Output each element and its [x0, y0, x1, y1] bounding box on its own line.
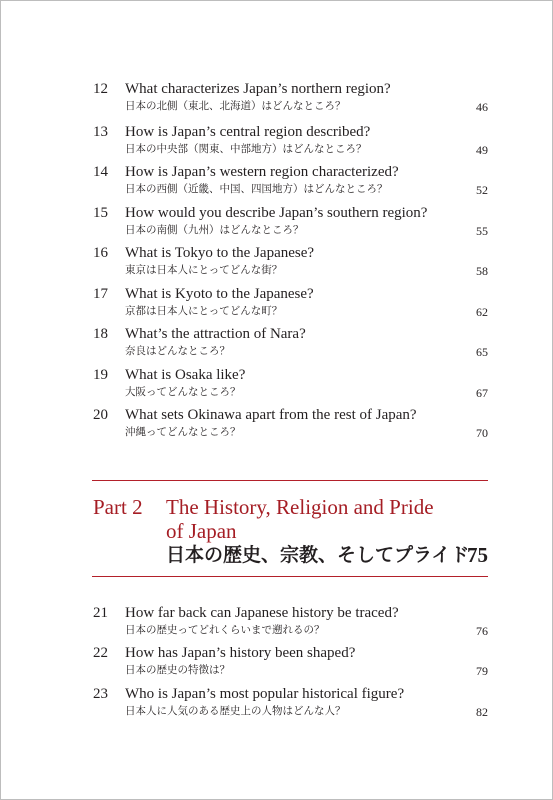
entry-number: 15 — [93, 205, 108, 221]
entry-page-number: 65 — [476, 345, 488, 359]
entry-title: How has Japan’s history been shaped? — [125, 645, 356, 661]
entry-number: 22 — [93, 645, 108, 661]
entry-title: What is Tokyo to the Japanese? — [125, 245, 315, 261]
part-rule-bottom — [92, 576, 488, 577]
entry-title: How is Japan’s central region described? — [125, 124, 371, 140]
entry-page-number: 55 — [476, 224, 488, 238]
entry-subtitle-jp: 日本の南側（九州）はどんなところ？ — [125, 224, 304, 236]
entry-subtitle-jp: 日本の西側（近畿、中国、四国地方）はどんなところ？ — [125, 183, 388, 195]
entry-title: How is Japan’s western region characterized? — [125, 164, 399, 180]
entry-number: 19 — [93, 367, 108, 383]
entry-subtitle-jp: 沖縄ってどんなところ？ — [125, 426, 241, 438]
entry-title: What is Osaka like? — [125, 367, 246, 383]
entry-page-number: 82 — [476, 705, 488, 719]
toc-entry-21[interactable] — [0, 604, 553, 644]
entry-subtitle-jp: 日本の歴史ってどれくらいまで遡れるの？ — [125, 624, 325, 636]
entry-subtitle-jp: 東京は日本人にとってどんな街？ — [125, 264, 283, 276]
entry-number: 18 — [93, 326, 108, 342]
toc-entry-18[interactable] — [0, 325, 553, 365]
toc-entry-13[interactable] — [0, 123, 553, 163]
part-title-continued[interactable]: of Japan — [166, 519, 237, 543]
toc-entry-16[interactable] — [0, 244, 553, 284]
entry-title: What sets Okinawa apart from the rest of Japan? — [125, 407, 417, 423]
entry-title: How far back can Japanese history be traced? — [125, 605, 399, 621]
toc-entry-19[interactable] — [0, 366, 553, 406]
entry-page-number: 70 — [476, 426, 488, 440]
entry-subtitle-jp: 日本の歴史の特徴は？ — [125, 664, 230, 676]
entry-title: What’s the attraction of Nara? — [125, 326, 306, 342]
entry-number: 20 — [93, 407, 108, 423]
part-label: Part 2 — [93, 495, 143, 519]
entry-page-number: 58 — [476, 264, 488, 278]
toc-entry-15[interactable] — [0, 204, 553, 244]
entry-subtitle-jp: 奈良はどんなところ？ — [125, 345, 230, 357]
entry-page-number: 79 — [476, 664, 488, 678]
entry-number: 13 — [93, 124, 108, 140]
entry-number: 14 — [93, 164, 108, 180]
entry-page-number: 52 — [476, 183, 488, 197]
entry-title: What is Kyoto to the Japanese? — [125, 286, 314, 302]
entry-number: 12 — [93, 81, 108, 97]
entry-subtitle-jp: 日本の中央部（関東、中部地方）はどんなところ？ — [125, 143, 367, 155]
entry-number: 23 — [93, 686, 108, 702]
entry-page-number: 46 — [476, 100, 488, 114]
toc-entry-20[interactable] — [0, 406, 553, 446]
entry-title: What characterizes Japan’s northern region? — [125, 81, 391, 97]
entry-number: 17 — [93, 286, 108, 302]
toc-entry-12[interactable] — [0, 80, 553, 120]
toc-entry-23[interactable] — [0, 685, 553, 725]
entry-subtitle-jp: 大阪ってどんなところ？ — [125, 386, 241, 398]
entry-number: 21 — [93, 605, 108, 621]
entry-subtitle-jp: 京都は日本人にとってどんな町？ — [125, 305, 283, 317]
entry-title: How would you describe Japan’s southern region? — [125, 205, 428, 221]
entry-number: 16 — [93, 245, 108, 261]
entry-page-number: 76 — [476, 624, 488, 638]
toc-entry-22[interactable] — [0, 644, 553, 684]
entry-subtitle-jp: 日本の北側（東北、北海道）はどんなところ？ — [125, 100, 346, 112]
part-rule-top — [92, 480, 488, 481]
part-title[interactable]: The History, Religion and Pride — [166, 495, 434, 519]
part-title-jp[interactable]: 日本の歴史、宗教、そしてプライド — [166, 544, 470, 566]
entry-page-number: 49 — [476, 143, 488, 157]
toc-entry-14[interactable] — [0, 163, 553, 203]
toc-entry-17[interactable] — [0, 285, 553, 325]
entry-title: Who is Japan’s most popular historical figure? — [125, 686, 405, 702]
entry-subtitle-jp: 日本人に人気のある歴史上の人物はどんな人？ — [125, 705, 346, 717]
entry-page-number: 67 — [476, 386, 488, 400]
entry-page-number: 62 — [476, 305, 488, 319]
part-page-number: 75 — [467, 543, 488, 567]
